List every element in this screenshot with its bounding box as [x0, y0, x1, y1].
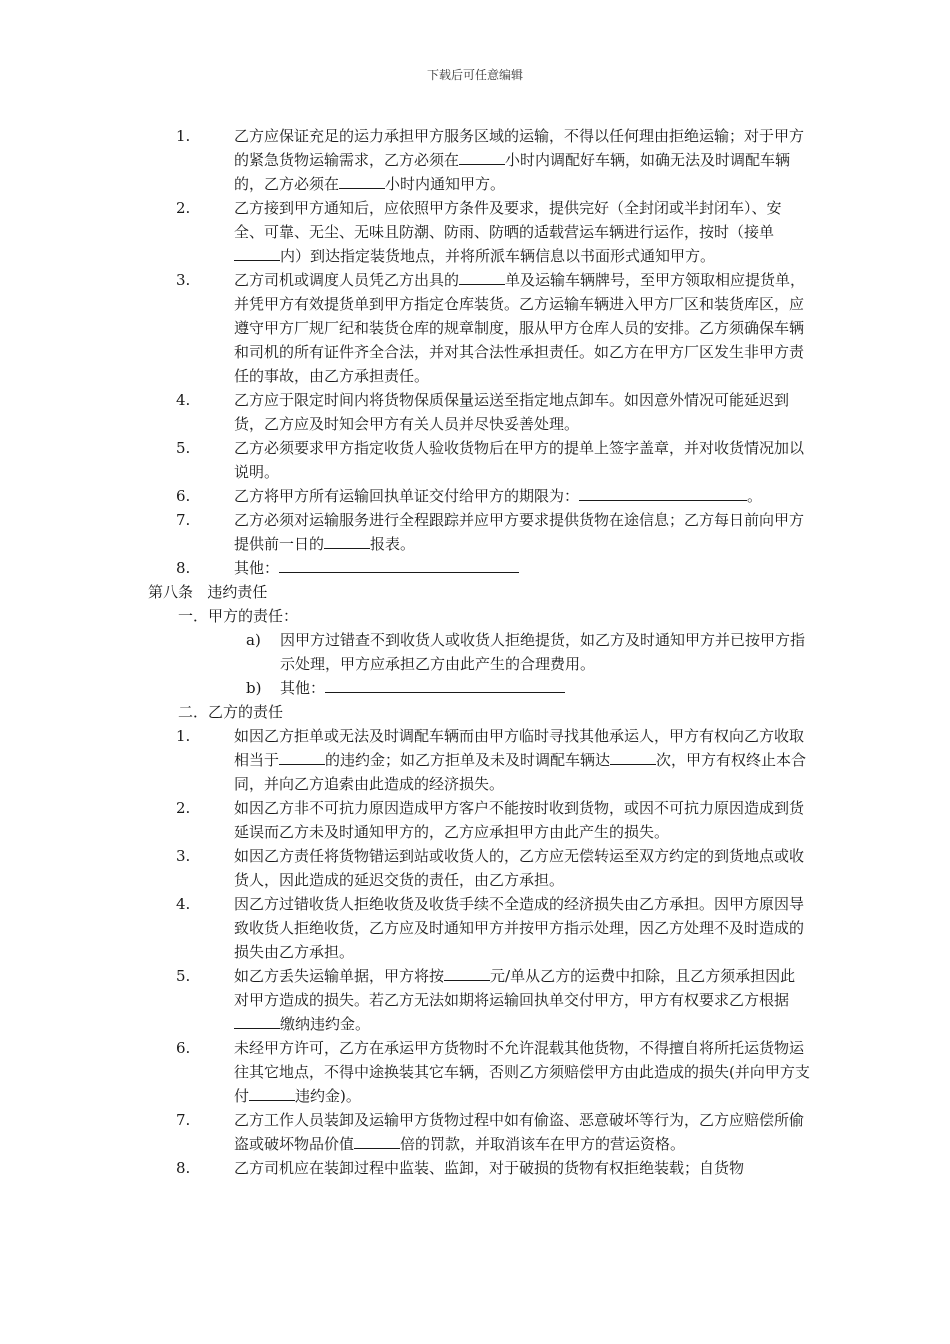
clause-number: 2.: [176, 199, 191, 217]
fill-in-blank[interactable]: [459, 148, 505, 165]
fill-in-blank[interactable]: [325, 676, 565, 693]
partyB-list: [0, 724, 950, 1180]
clause-number: 5.: [176, 967, 191, 985]
clause-text: 其他：: [280, 679, 326, 697]
partyA-heading: 一．甲方的责任：: [178, 607, 299, 625]
clause-number: 6.: [176, 487, 191, 505]
clause-text: 倍的罚款，并取消该车在甲方的营运资格。: [400, 1135, 686, 1153]
clause-text: 小时内通知甲方。: [385, 175, 506, 193]
page-header: 下载后可任意编辑: [426, 68, 523, 82]
clause-item: [0, 388, 950, 436]
clause-item: [0, 892, 950, 964]
clause-number: 1.: [176, 727, 191, 745]
clause-item: [0, 196, 950, 268]
clause-text: 乙方司机或调度人员凭乙方出具的: [234, 271, 460, 289]
clause-number: 8.: [176, 559, 191, 577]
clause-number: 4.: [176, 895, 191, 913]
clause-item: [0, 436, 950, 484]
clause-text: 如因乙方非不可抗力原因造成甲方客户不能按时收到货物，或因不可抗力原因造成到货延误而乙方未及时通知甲方的，乙方应承担甲方由此产生的损失。: [234, 799, 805, 841]
clause-item: [0, 796, 950, 844]
clause-text: 其他：: [234, 559, 280, 577]
clause-item: [0, 1156, 950, 1180]
clause-number: 2.: [176, 799, 191, 817]
article8-label: 第八条: [148, 583, 194, 601]
clause-text: 乙方接到甲方通知后，应依照甲方条件及要求，提供完好（全封闭或半封闭车）、安全、可靠、无尘、无味且防潮、防雨、防晒的适载营运车辆进行运作，按时（接单: [234, 199, 782, 241]
article8-heading: [0, 580, 950, 604]
clause-number: 4.: [176, 391, 191, 409]
clause-text: 乙方将甲方所有运输回执单证交付给甲方的期限为：: [234, 487, 580, 505]
clause-text: 乙方应保证充足的运力承担甲方服务区域的运输，不得以任何理由拒绝运输；对于甲方的紧急货物运输需求，乙方必须在: [234, 127, 805, 169]
clause-text: 的违约金；如乙方拒单及未及时调配车辆达: [325, 751, 611, 769]
clause-number: 8.: [176, 1159, 191, 1177]
fill-in-blank[interactable]: [354, 1132, 400, 1149]
clause-text: 内）到达指定装货地点，并将所派车辆信息以书面形式通知甲方。: [280, 247, 716, 265]
clause-number: 3.: [176, 271, 191, 289]
partyB-heading: 二．乙方的责任: [178, 703, 284, 721]
clause-item: [0, 268, 950, 388]
clause-text: 如乙方丢失运输单据，甲方将按: [234, 967, 445, 985]
clause-text: 乙方应于限定时间内将货物保质保量运送至指定地点卸车。如因意外情况可能延迟到货，乙方应及时知会甲方有关人员并尽快妥善处理。: [234, 391, 790, 433]
clause-text: 因甲方过错查不到收货人或收货人拒绝提货，如乙方及时通知甲方并已按甲方指示处理，甲方应承担乙方由此产生的合理费用。: [280, 631, 806, 673]
clause-text: 报表。: [370, 535, 416, 553]
fill-in-blank[interactable]: [610, 748, 656, 765]
clause-item: [0, 508, 950, 556]
contract-body: [0, 124, 950, 1180]
fill-in-blank[interactable]: [249, 1084, 295, 1101]
clause-item: [0, 628, 950, 676]
clause-item: [0, 124, 950, 196]
clause-text: 小时内调配好车辆，如确无法及时调配车辆的，乙方必须在: [234, 151, 791, 193]
clause-text: 乙方司机应在装卸过程中监装、监卸，对于破损的货物有权拒绝装载；自货物: [234, 1159, 745, 1177]
clause-item: [0, 964, 950, 1036]
fill-in-blank[interactable]: [324, 532, 370, 549]
clause-item: [0, 484, 950, 508]
clause-number: 6.: [176, 1039, 191, 1057]
fill-in-blank[interactable]: [234, 1012, 280, 1029]
clause-text: 如因乙方拒单或无法及时调配车辆而由甲方临时寻找其他承运人，甲方有权向乙方收取相当于: [234, 727, 805, 769]
fill-in-blank[interactable]: [459, 268, 505, 285]
partyA-list: [0, 628, 950, 700]
clause-item: [0, 724, 950, 796]
clause-number: 7.: [176, 511, 191, 529]
clause-text: 违约金)。: [295, 1087, 361, 1105]
fill-in-blank[interactable]: [339, 172, 385, 189]
clause-number: 7.: [176, 1111, 191, 1129]
fill-in-blank[interactable]: [234, 244, 280, 261]
fill-in-blank[interactable]: [444, 964, 490, 981]
clause-number: 1.: [176, 127, 191, 145]
clause-item: [0, 1036, 950, 1108]
clause-number: b): [246, 679, 262, 697]
clause-text: 乙方必须对运输服务进行全程跟踪并应甲方要求提供货物在途信息；乙方每日前向甲方提供前一日的: [234, 511, 805, 553]
clause-item: [0, 1108, 950, 1156]
clause-text: 乙方工作人员装卸及运输甲方货物过程中如有偷盗、恶意破坏等行为，乙方应赔偿所偷盗或破坏物品价值: [234, 1111, 805, 1153]
clause-text: 次，甲方有权终止本合同，并向乙方追索由此造成的经济损失。: [234, 751, 807, 793]
clause-text: 如因乙方责任将货物错运到站或收货人的，乙方应无偿转运至双方约定的到货地点或收货人，因此造成的延迟交货的责任，由乙方承担。: [234, 847, 805, 889]
clause-text: 。: [747, 487, 763, 505]
clause-text: 缴纳违约金。: [280, 1015, 371, 1033]
clause-number: 3.: [176, 847, 191, 865]
section7-list: [0, 124, 950, 580]
clause-text: 单及运输车辆牌号，至甲方领取相应提货单，并凭甲方有效提货单到甲方指定仓库装货。乙方运输车辆进入甲方厂区和装货库区，应遵守甲方厂规厂纪和装货仓库的规章制度，服从甲方仓库人员的安排。乙方须确保车辆和司机的所有证件齐全合法，并对其合法性承担责任。如乙方在甲方厂区发生非甲方责任的事故，由乙方承担责任。: [234, 271, 806, 385]
fill-in-blank[interactable]: [279, 748, 325, 765]
clause-item: [0, 676, 950, 700]
clause-text: 因乙方过错收货人拒绝收货及收货手续不全造成的经济损失由乙方承担。因甲方原因导致收货人拒绝收货，乙方应及时通知甲方并按甲方指示处理，因乙方处理不及时造成的损失由乙方承担。: [234, 895, 805, 961]
clause-number: a): [246, 631, 261, 649]
clause-number: 5.: [176, 439, 191, 457]
article8-title: 违约责任: [207, 583, 268, 601]
clause-text: 未经甲方许可，乙方在承运甲方货物时不允许混载其他货物，不得擅自将所托运货物运往其它地点，不得中途换装其它车辆，否则乙方须赔偿甲方由此造成的损失(并向甲方支付: [234, 1039, 810, 1105]
clause-item: [0, 844, 950, 892]
fill-in-blank[interactable]: [279, 556, 519, 573]
fill-in-blank[interactable]: [579, 484, 747, 501]
clause-item: [0, 556, 950, 580]
clause-text: 元/单从乙方的运费中扣除，且乙方须承担因此对甲方造成的损失。若乙方无法如期将运输回执单交付甲方，甲方有权要求乙方根据: [234, 967, 796, 1009]
clause-text: 乙方必须要求甲方指定收货人验收货物后在甲方的提单上签字盖章，并对收货情况加以说明。: [234, 439, 805, 481]
